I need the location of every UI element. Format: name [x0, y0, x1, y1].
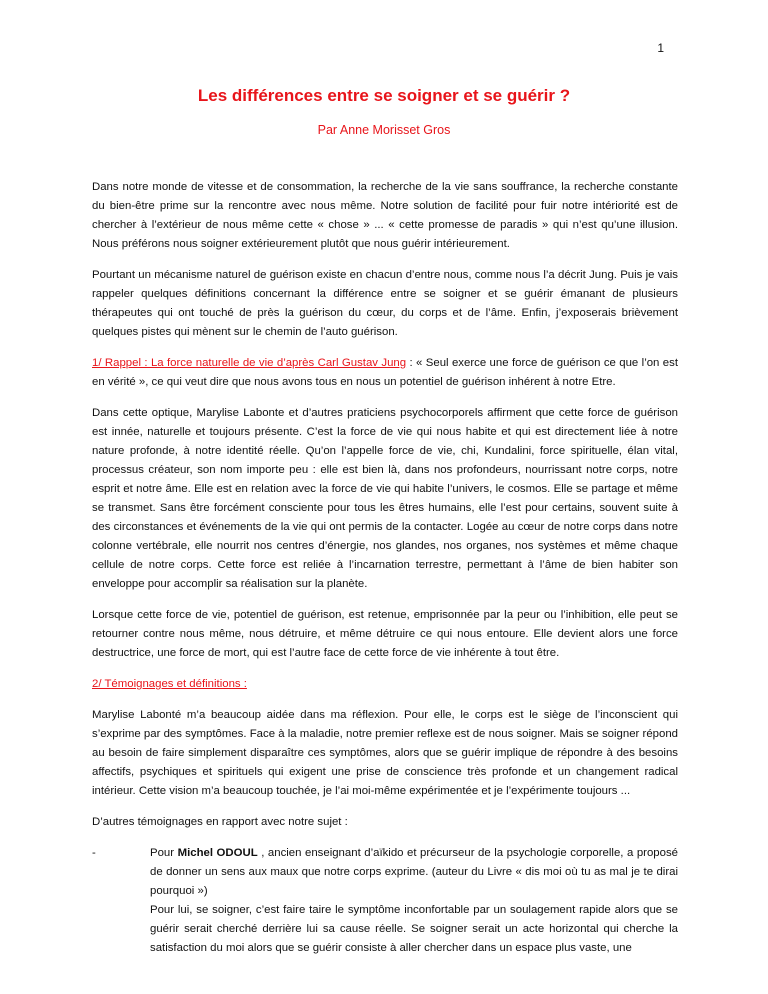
- paragraph-5: Marylise Labonté m’a beaucoup aidée dans ma réflexion. Pour elle, le corps est le siège de l’inconscient qui s’exprime par des symptômes. Face à la maladie, notre premier reflexe est de nous soigner. Mais se soigner répond au besoin de faire simplement disparaître ces symptômes, alors que se guérir implique de répondre à des besoins affectifs, psychiques et spirituels qui exigent une prise de conscience très profonde et un changement radical intérieur. Cette vision m’a beaucoup touchée, je l’ai moi-même expérimentée et je l’expérimente toujours ...: [92, 709, 678, 797]
- list-item-continuation: Pour lui, se soigner, c’est faire taire le symptôme inconfortable par un soulagement rapide alors que se guérir serait cherché derrière lui sa cause réelle. Se soigner serait un acte horizontal qui cherche la satisfaction du moi alors que se guérir consiste à aller chercher dans un espace plus vaste, une: [150, 904, 678, 954]
- list-bullet: -: [92, 847, 96, 859]
- paragraph-6: D’autres témoignages en rapport avec notre sujet :: [92, 816, 348, 828]
- intro-paragraph-1: Dans notre monde de vitesse et de consommation, la recherche de la vie sans souffrance, la recherche constante du bien-être prime sur la rencontre avec nous même. Notre solution de facilité pour fuir notre intériorité est de chercher à l’extérieur de nous même cette « chose » ... « cette promesse de paradis » qui n’est qu’une illusion. Nous préférons nous soigner extérieurement plutôt que nous guérir intérieurement.: [92, 181, 678, 250]
- document-title: Les différences entre se soigner et se guérir ?: [197, 86, 571, 105]
- section-1-paragraph: [92, 354, 678, 392]
- document-body: [92, 178, 678, 958]
- page-number: 1: [657, 41, 664, 55]
- intro-paragraph-2: Pourtant un mécanisme naturel de guérison existe en chacun d’entre nous, comme nous l’a décrit Jung. Puis je vais rappeler quelques définitions concernant la différence entre se soigner et se guérir émanant de plusieurs thérapeutes qui ont touché de près la guérison du cœur, du corps et de l’âme. Enfin, j’exposerais brièvement quelques pistes qui mènent sur le chemin de l’auto guérison.: [92, 269, 678, 338]
- section-1-heading: 1/ Rappel : La force naturelle de vie d’après Carl Gustav Jung: [92, 357, 407, 369]
- paragraph-3: Dans cette optique, Marylise Labonte et d’autres praticiens psychocorporels affirment que cette force de guérison est innée, naturelle et toujours présente. C’est la force de vie qui nous habite et qui est directement liée à notre nature profonde, à notre identité réelle. Qu’on l’appelle force de vie, chi, Kundalini, force spirituelle, élan vital, processus créateur, son nom importe peu : elle est bien là, dans nos profondeurs, nourrissant notre corps, notre esprit et notre âme. Elle est en relation avec la force de vie qui habite l’univers, le cosmos. Elle se partage et même se transmet. Sans être forcément consciente pour tous les êtres humains, elle l’est pour certains, souvent suite à des circonstances et événements de la vie qui ont permis de la contacter. Logée au cœur de notre corps dans notre colonne vertébrale, elle nourrit nos centres d’énergie, nos glandes, nos organes, nos systèmes et même chaque cellule de notre corps. Cette force est reliée à l’incarnation terrestre, permettant à l’âme de bien habiter son enveloppe pour accomplir sa réalisation sur la planète.: [92, 407, 678, 590]
- paragraph-4: Lorsque cette force de vie, potentiel de guérison, est retenue, emprisonnée par la peur ou l’inhibition, elle peut se retourner contre nous même, nous détruire, et même détruire ce qui nous entoure. Elle devient alors une force destructrice, une force de mort, qui est l’autre face de cette force de vie inhérente à tout être.: [92, 609, 678, 659]
- section-2-line: [92, 675, 678, 694]
- section-2-heading: 2/ Témoignages et définitions :: [92, 678, 247, 690]
- list-item-post: , ancien enseignant d’aïkido et précurseur de la psychologie corporelle, a proposé de donner un sens aux maux que notre corps exprime. (auteur du Livre « dis moi où tu as mal je te dirai pourquoi »): [150, 847, 678, 897]
- list-item: [92, 844, 678, 958]
- list-item-pre: Pour: [150, 847, 178, 859]
- section-1-text: : « Seul exerce une force de guérison ce que l’on est en vérité », ce qui veut dire que nous avons tous en nous un potentiel de guérison inhérent à notre Etre.: [92, 357, 678, 388]
- person-name: Michel ODOUL: [177, 847, 258, 859]
- list-item-text: [150, 844, 678, 901]
- document-author: Par Anne Morisset Gros: [317, 123, 451, 137]
